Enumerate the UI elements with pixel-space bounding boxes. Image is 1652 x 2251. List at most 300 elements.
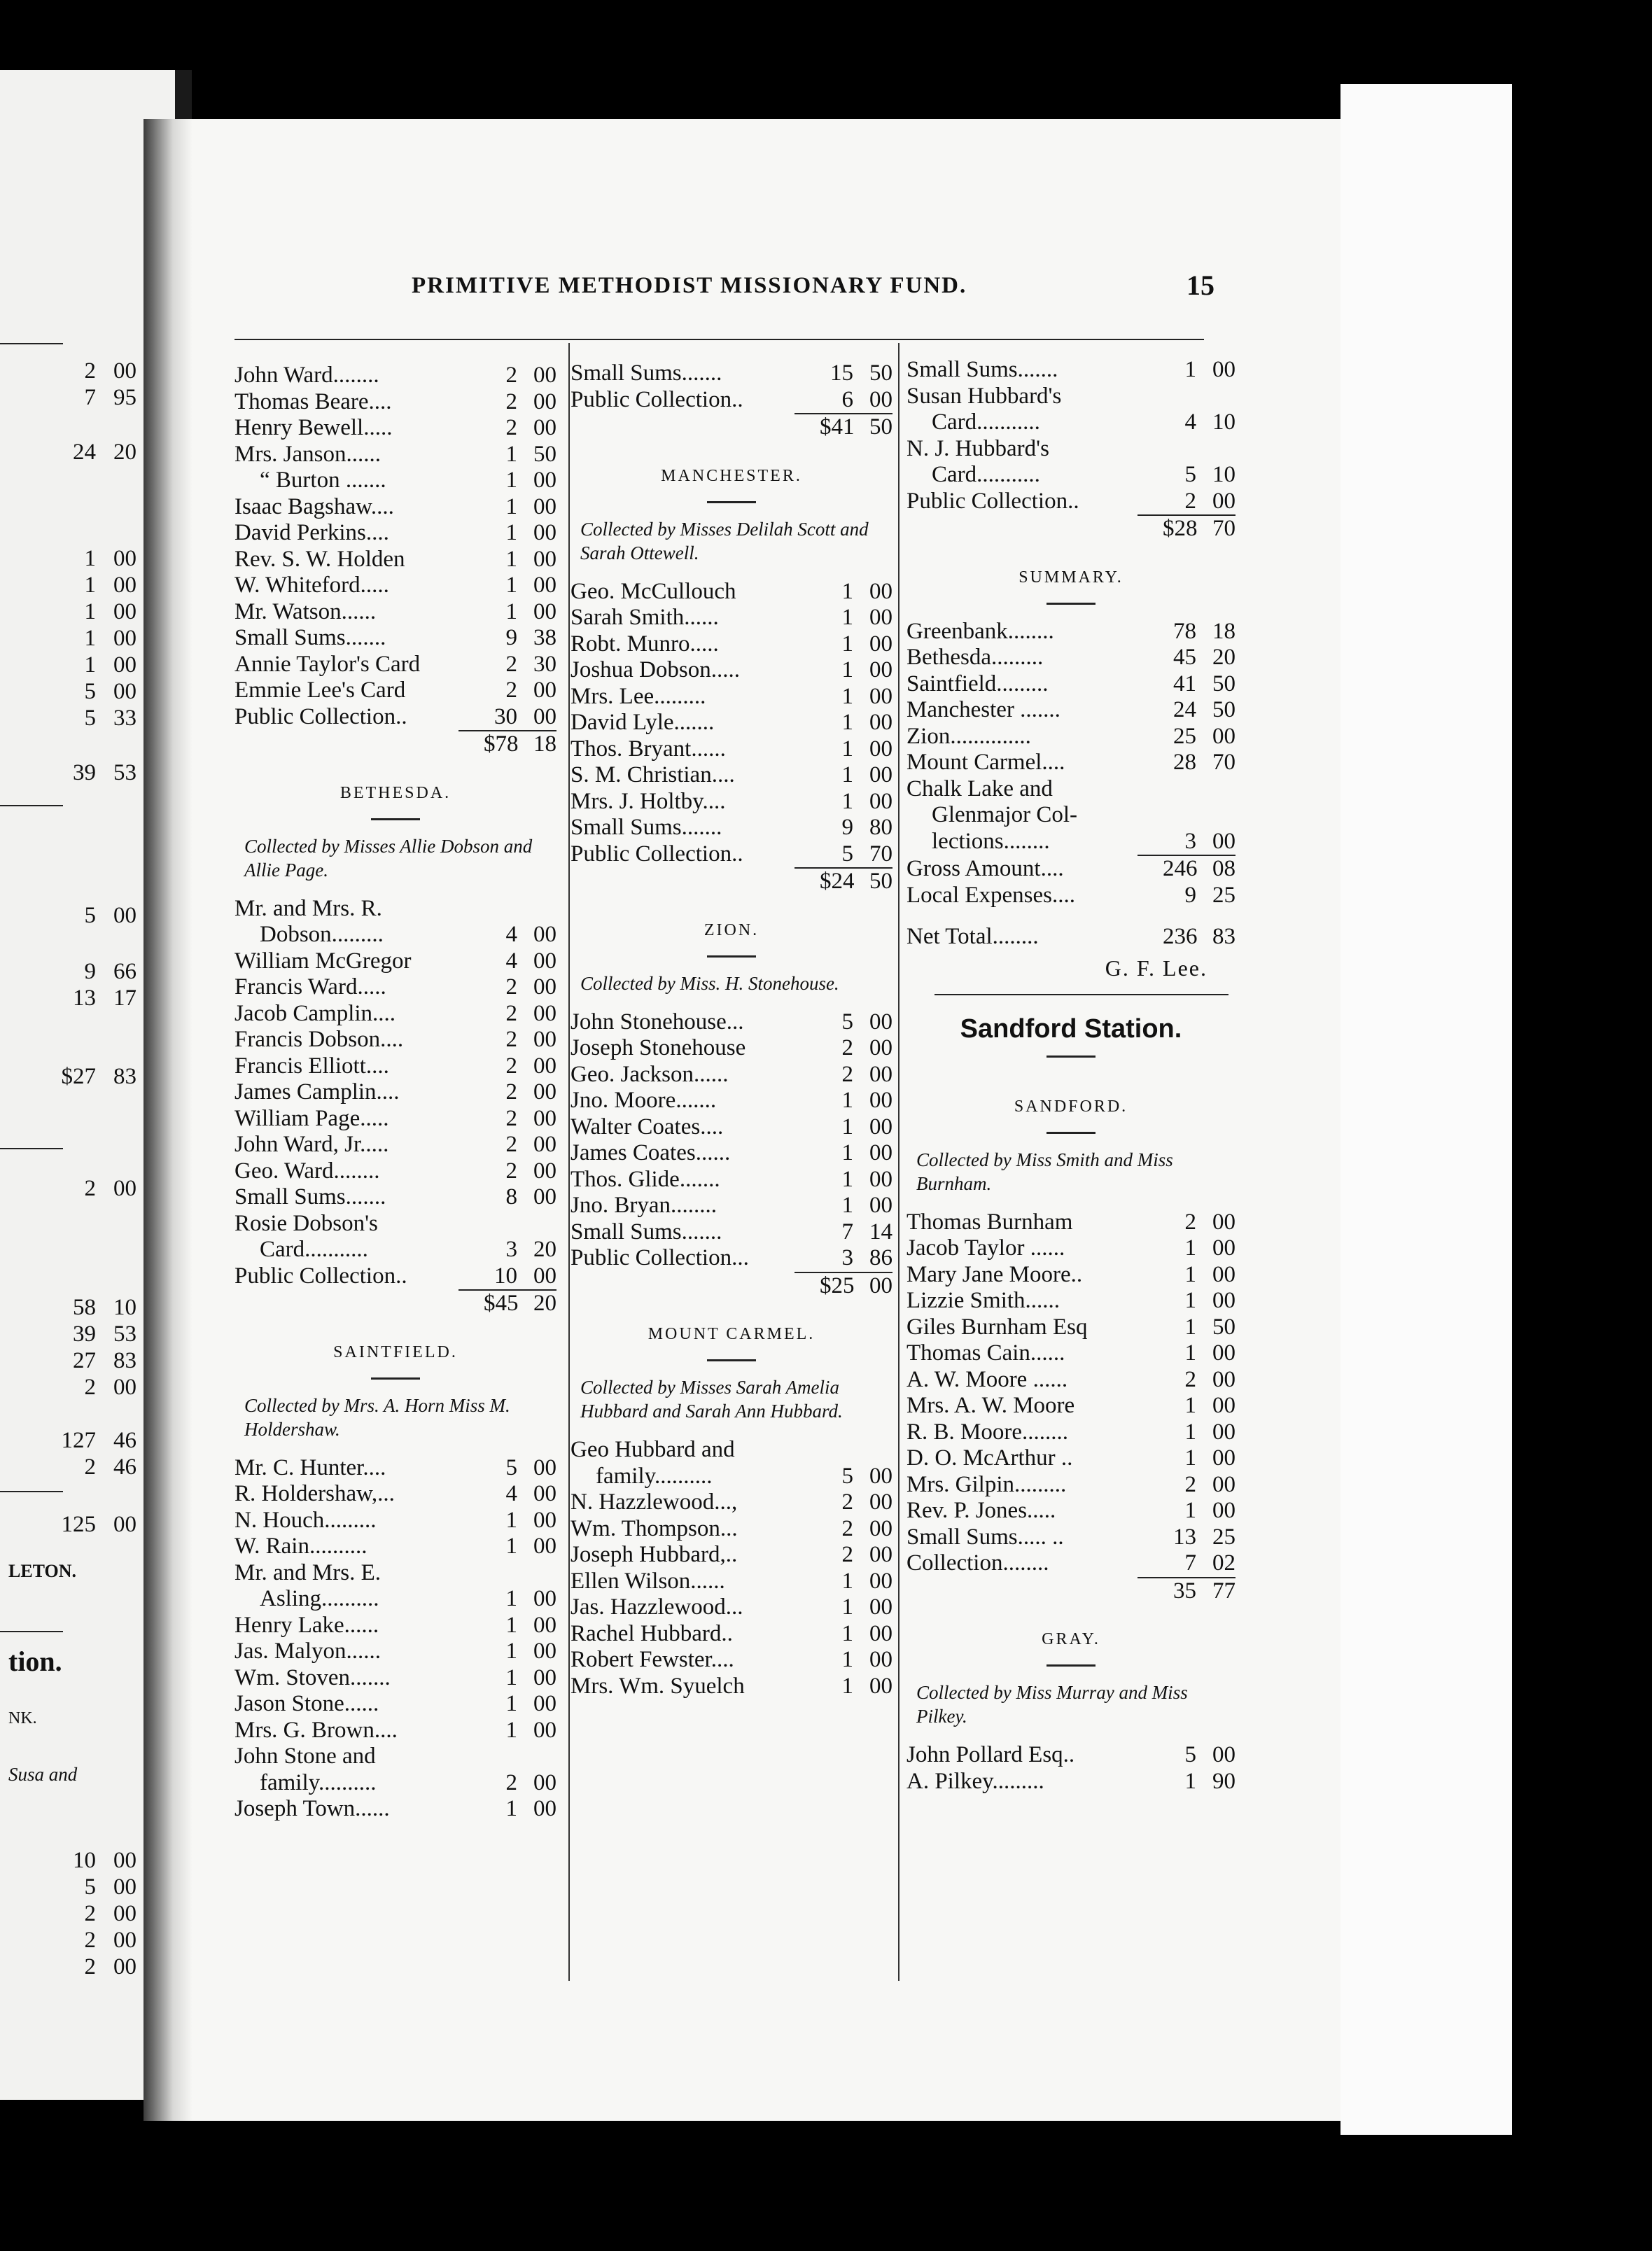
- entry-row: [570, 1647, 892, 1674]
- donor-name: John Stone and: [234, 1744, 376, 1769]
- amount-cents: 00: [1212, 357, 1236, 382]
- total-dollars: $41: [820, 414, 855, 440]
- amount-dollars: 3: [841, 1245, 853, 1270]
- spacer: [906, 1604, 1236, 1620]
- amount-dollars: 1: [841, 605, 853, 630]
- donor-name: David Perkins....: [234, 520, 389, 545]
- section-rule: [371, 1377, 420, 1380]
- donor-name: Rachel Hubbard..: [570, 1620, 733, 1646]
- entry-row: [234, 1027, 556, 1053]
- entry-row: [906, 409, 1236, 436]
- amount-cents: 95: [113, 385, 136, 410]
- left-amount-row: [0, 1348, 136, 1375]
- amount-dollars: 2: [505, 651, 517, 677]
- donor-name: Small Sums.......: [570, 815, 722, 840]
- amount-cents: 00: [869, 710, 892, 735]
- amount-dollars: 1: [1184, 1498, 1196, 1523]
- amount-cents: 20: [113, 440, 136, 465]
- amount-dollars: 2: [1184, 1209, 1196, 1235]
- amount-cents: 00: [113, 1375, 136, 1400]
- entry-row: [906, 750, 1236, 776]
- section-heading: SANDFORD.: [1014, 1097, 1128, 1116]
- left-amount-row: [0, 1512, 136, 1538]
- donor-name: John Ward........: [234, 363, 379, 388]
- amount-cents: 00: [533, 948, 556, 974]
- left-fragment-text: NK.: [8, 1709, 37, 1727]
- amount-dollars: 2: [84, 1176, 96, 1201]
- donor-name: “ Burton .......: [260, 468, 386, 493]
- entry-row: [906, 1314, 1236, 1341]
- amount-cents: 00: [113, 1176, 136, 1201]
- amount-cents: 00: [533, 1534, 556, 1559]
- entry-row: [234, 1744, 556, 1770]
- amount-dollars: 1: [505, 573, 517, 598]
- left-amount-row: [0, 573, 136, 599]
- donor-name: Sarah Smith......: [570, 605, 719, 630]
- donor-name: D. O. McArthur ..: [906, 1445, 1073, 1471]
- amount-cents: 00: [869, 1673, 892, 1699]
- entry-row: [570, 605, 892, 631]
- spacer: [234, 1317, 556, 1333]
- amount-cents: 83: [1212, 924, 1236, 949]
- amount-dollars: 1: [841, 788, 853, 814]
- donor-name: Public Collection..: [906, 488, 1079, 514]
- entry-row: [906, 924, 1236, 951]
- collectors-note: Collected by Miss Murray and Miss Pilkey.: [916, 1682, 1188, 1727]
- amount-cents: 00: [533, 1507, 556, 1533]
- amount-dollars: 2: [84, 358, 96, 384]
- entry-row: [570, 1219, 892, 1246]
- amount-cents: 00: [1212, 1419, 1236, 1445]
- amount-cents: 00: [113, 1928, 136, 1953]
- entry-row: [570, 1594, 892, 1621]
- entry-row: [234, 1665, 556, 1692]
- amount-dollars: 1: [841, 1647, 853, 1672]
- left-amount-row: [0, 440, 136, 466]
- amount-dollars: 9: [84, 959, 96, 984]
- amount-cents: 00: [869, 386, 892, 412]
- section-heading: ZION.: [704, 920, 760, 939]
- amount-cents: 00: [533, 1586, 556, 1611]
- amount-dollars: 45: [1173, 645, 1196, 670]
- amount-dollars: 39: [73, 1321, 96, 1347]
- entry-row: [570, 1245, 892, 1272]
- section-rule: [707, 1359, 756, 1361]
- amount-cents: 00: [533, 415, 556, 440]
- amount-dollars: 2: [505, 1105, 517, 1131]
- amount-cents: 00: [533, 1132, 556, 1157]
- donor-name: N. Houch.........: [234, 1507, 377, 1533]
- total-row: [570, 414, 892, 441]
- amount-dollars: 39: [73, 760, 96, 785]
- station-heading: Sandford Station.: [960, 1014, 1182, 1044]
- section-rule: [707, 501, 756, 503]
- amount-dollars: 1: [841, 683, 853, 709]
- entry-row: [906, 489, 1236, 515]
- entry-row: [570, 1193, 892, 1219]
- left-amount-row: [0, 652, 136, 679]
- amount-cents: 10: [1212, 409, 1236, 435]
- donor-name: family..........: [596, 1463, 713, 1489]
- entry-row: [234, 1079, 556, 1106]
- left-amount-row: [0, 1321, 136, 1348]
- donor-name: S. M. Christian....: [570, 762, 735, 787]
- amount-dollars: 1: [505, 468, 517, 493]
- entry-row: [906, 697, 1236, 724]
- left-amount-row: [0, 1428, 136, 1454]
- amount-dollars: 1: [1184, 1314, 1196, 1340]
- amount-dollars: 2: [841, 1061, 853, 1087]
- amount-dollars: 2: [84, 1375, 96, 1400]
- amount-dollars: 1: [505, 1664, 517, 1690]
- donor-name: Zion..............: [906, 723, 1031, 749]
- amount-cents: 00: [869, 1166, 892, 1192]
- entry-row: [234, 494, 556, 521]
- amount-cents: 00: [533, 974, 556, 1000]
- donor-name: Rev. P. Jones.....: [906, 1498, 1056, 1523]
- amount-cents: 00: [869, 788, 892, 814]
- donor-name: lections........: [932, 828, 1050, 854]
- amount-dollars: 4: [1184, 409, 1196, 435]
- amount-dollars: 5: [841, 841, 853, 867]
- total-cents: 18: [533, 731, 556, 757]
- amount-dollars: 9: [1184, 882, 1196, 908]
- donor-name: James Camplin....: [234, 1079, 400, 1105]
- left-amount-row: [0, 1928, 136, 1954]
- signature: G. F. Lee.: [1105, 955, 1208, 981]
- entry-row: [570, 579, 892, 605]
- donor-name: Small Sums.......: [570, 1219, 722, 1244]
- amount-cents: 00: [533, 1769, 556, 1795]
- entry-row: [570, 1167, 892, 1193]
- total-row: [570, 869, 892, 895]
- entry-row: [570, 387, 892, 414]
- amount-dollars: 2: [84, 1928, 96, 1953]
- amount-dollars: 5: [1184, 1742, 1196, 1767]
- amount-cents: 00: [869, 1489, 892, 1515]
- entry-row: [906, 1472, 1236, 1499]
- donor-name: Small Sums.......: [234, 1184, 386, 1209]
- amount-cents: 00: [113, 1874, 136, 1900]
- amount-cents: 00: [869, 1061, 892, 1087]
- amount-cents: 00: [533, 520, 556, 545]
- amount-cents: 00: [1212, 1209, 1236, 1235]
- donor-name: Jas. Hazzlewood...: [570, 1594, 743, 1620]
- left-fragment-rule: [0, 805, 63, 806]
- entry-row: [906, 1262, 1236, 1289]
- left-amount-row: [0, 706, 136, 732]
- entry-row: [234, 1184, 556, 1211]
- entry-row: [906, 1288, 1236, 1314]
- amount-cents: 20: [1212, 645, 1236, 670]
- amount-cents: 00: [533, 1639, 556, 1664]
- amount-dollars: 1: [841, 1140, 853, 1165]
- amount-cents: 00: [869, 1140, 892, 1165]
- amount-cents: 00: [533, 1454, 556, 1480]
- donor-name: Jacob Camplin....: [234, 1000, 396, 1026]
- donor-name: Robert Fewster....: [570, 1647, 734, 1672]
- amount-dollars: 2: [505, 1769, 517, 1795]
- amount-cents: 00: [1212, 1288, 1236, 1313]
- amount-dollars: 4: [505, 922, 517, 947]
- amount-dollars: 5: [1184, 462, 1196, 487]
- collectors-note: Collected by Misses Sarah Amelia Hubbard and Sarah Ann Hubbard.: [580, 1377, 843, 1422]
- amount-cents: 00: [869, 578, 892, 604]
- column-1: [234, 363, 556, 1823]
- amount-dollars: 25: [1173, 723, 1196, 749]
- amount-dollars: 1: [505, 1717, 517, 1743]
- amount-cents: 02: [1212, 1550, 1236, 1576]
- amount-dollars: 13: [73, 986, 96, 1011]
- entry-row: [234, 1263, 556, 1290]
- entry-row: [234, 442, 556, 468]
- left-fragment-rule: [0, 343, 63, 344]
- column-3: [906, 357, 1236, 1795]
- amount-dollars: 3: [1184, 828, 1196, 854]
- entry-row: [234, 1158, 556, 1185]
- amount-dollars: 2: [505, 1158, 517, 1184]
- entry-row: [570, 1035, 892, 1062]
- amount-cents: 00: [113, 599, 136, 624]
- spacer: [570, 1299, 892, 1314]
- left-amount-row: [0, 1454, 136, 1481]
- amount-dollars: 5: [505, 1454, 517, 1480]
- amount-dollars: 1: [84, 626, 96, 651]
- amount-dollars: 2: [505, 1027, 517, 1052]
- amount-dollars: 2: [505, 678, 517, 703]
- amount-dollars: 2: [1184, 488, 1196, 514]
- total-dollars: 35: [1173, 1578, 1196, 1604]
- amount-dollars: 2: [505, 974, 517, 1000]
- amount-dollars: 15: [830, 360, 853, 386]
- amount-cents: 00: [533, 1027, 556, 1052]
- entry-row: [906, 883, 1236, 909]
- amount-dollars: 2: [84, 1954, 96, 1979]
- donor-name: Mr. C. Hunter....: [234, 1454, 386, 1480]
- entry-row: [570, 762, 892, 789]
- amount-dollars: 1: [841, 1673, 853, 1699]
- amount-dollars: 4: [505, 948, 517, 974]
- donor-name: Mrs. Wm. Syuelch: [570, 1673, 745, 1699]
- left-amount-row: [0, 1064, 136, 1091]
- amount-cents: 00: [533, 1053, 556, 1079]
- amount-cents: 00: [113, 358, 136, 384]
- amount-cents: 00: [1212, 1340, 1236, 1366]
- book-spine: [144, 119, 192, 2121]
- entry-row: [234, 599, 556, 626]
- donor-name: Asling..........: [260, 1586, 379, 1611]
- amount-dollars: 1: [841, 1594, 853, 1620]
- amount-cents: 00: [869, 1647, 892, 1672]
- entry-row: [234, 896, 556, 923]
- amount-dollars: 1: [505, 1612, 517, 1638]
- amount-dollars: 1: [841, 578, 853, 604]
- left-amount-row: [0, 986, 136, 1012]
- amount-cents: 30: [533, 651, 556, 677]
- donor-name: Mrs. J. Holtby....: [570, 788, 726, 814]
- donor-name: Joseph Hubbard,..: [570, 1542, 738, 1567]
- entry-row: [906, 1235, 1236, 1262]
- entry-row: [234, 1508, 556, 1534]
- total-row: [234, 731, 556, 758]
- left-amount-row: [0, 1901, 136, 1928]
- entry-row: [570, 1009, 892, 1036]
- amount-cents: 00: [113, 546, 136, 571]
- amount-cents: 00: [113, 1901, 136, 1926]
- entry-row: [570, 815, 892, 841]
- amount-dollars: 2: [505, 388, 517, 414]
- amount-dollars: 1: [1184, 1419, 1196, 1445]
- amount-cents: 46: [113, 1454, 136, 1480]
- amount-cents: 00: [533, 388, 556, 414]
- page-header: PRIMITIVE METHODIST MISSIONARY FUND.: [412, 273, 967, 298]
- amount-cents: 90: [1212, 1768, 1236, 1794]
- amount-cents: 50: [1212, 697, 1236, 722]
- entry-row: [906, 1445, 1236, 1472]
- amount-cents: 46: [113, 1428, 136, 1453]
- entry-row: [906, 671, 1236, 698]
- donor-name: David Lyle.......: [570, 710, 715, 735]
- donor-name: Saintfield.........: [906, 671, 1049, 696]
- amount-dollars: 1: [505, 1691, 517, 1716]
- donor-name: Susan Hubbard's: [906, 383, 1062, 409]
- donor-name: John Ward, Jr.....: [234, 1132, 389, 1157]
- entry-row: [234, 1586, 556, 1613]
- section-heading: BETHESDA.: [340, 783, 451, 802]
- amount-dollars: 10: [494, 1263, 517, 1289]
- donor-name: Net Total........: [906, 924, 1039, 949]
- entry-row: [906, 384, 1236, 410]
- amount-cents: 00: [869, 1620, 892, 1646]
- amount-cents: 00: [533, 1158, 556, 1184]
- entry-row: [570, 710, 892, 736]
- donor-name: Henry Lake......: [234, 1612, 379, 1638]
- left-fragment-rule: [0, 1491, 63, 1492]
- donor-name: Geo. Jackson......: [570, 1061, 729, 1087]
- amount-cents: 00: [869, 657, 892, 682]
- donor-name: Public Collection..: [234, 1263, 407, 1289]
- amount-cents: 00: [869, 1009, 892, 1035]
- donor-name: R. B. Moore........: [906, 1419, 1068, 1445]
- amount-cents: 00: [869, 631, 892, 657]
- amount-dollars: 7: [1184, 1550, 1196, 1576]
- donor-name: Mount Carmel....: [906, 750, 1065, 775]
- amount-cents: 00: [113, 1954, 136, 1979]
- spacer: [906, 909, 1236, 924]
- amount-cents: 00: [113, 1512, 136, 1537]
- entry-row: [906, 1742, 1236, 1769]
- entry-row: [906, 776, 1236, 803]
- amount-dollars: 2: [1184, 1471, 1196, 1497]
- entry-row: [906, 436, 1236, 463]
- entry-row: [906, 724, 1236, 750]
- left-amount-row: [0, 1295, 136, 1321]
- left-amount-row: [0, 1375, 136, 1401]
- entry-row: [234, 922, 556, 948]
- amount-dollars: 1: [505, 1507, 517, 1533]
- donor-name: family..........: [260, 1769, 377, 1795]
- amount-dollars: 5: [84, 679, 96, 704]
- entry-row: [234, 1211, 556, 1237]
- amount-dollars: 1: [1184, 1235, 1196, 1261]
- donor-name: Jason Stone......: [234, 1691, 379, 1716]
- left-amount-row: [0, 385, 136, 412]
- amount-cents: 00: [869, 605, 892, 630]
- section-heading: GRAY.: [1042, 1630, 1100, 1648]
- left-fragment-rule: [0, 1631, 63, 1632]
- amount-dollars: 1: [84, 573, 96, 598]
- amount-cents: 00: [113, 573, 136, 598]
- donor-name: Francis Elliott....: [234, 1053, 389, 1079]
- donor-name: John Pollard Esq..: [906, 1742, 1075, 1767]
- amount-cents: 38: [533, 625, 556, 650]
- total-cents: 00: [869, 1272, 892, 1298]
- total-cents: 20: [533, 1291, 556, 1316]
- left-fragment-text: Susa and: [8, 1764, 78, 1785]
- entry-row: [234, 1691, 556, 1718]
- left-amount-row: [0, 760, 136, 787]
- total-cents: 77: [1212, 1578, 1236, 1604]
- entry-row: [234, 1770, 556, 1797]
- donor-name: Emmie Lee's Card: [234, 678, 406, 703]
- entry-row: [906, 1419, 1236, 1446]
- amount-cents: 20: [533, 1237, 556, 1262]
- donor-name: Greenbank........: [906, 618, 1054, 644]
- entry-row: [570, 736, 892, 763]
- section-heading: MOUNT CARMEL.: [648, 1325, 816, 1343]
- amount-dollars: 1: [505, 546, 517, 572]
- amount-cents: 00: [869, 762, 892, 787]
- amount-cents: 50: [869, 360, 892, 386]
- donor-name: Jno. Moore.......: [570, 1088, 717, 1113]
- column-divider-1: [568, 343, 570, 1981]
- total-cents: 50: [869, 869, 892, 894]
- amount-cents: 10: [113, 1295, 136, 1320]
- amount-dollars: 1: [505, 1534, 517, 1559]
- entry-row: [234, 652, 556, 678]
- donor-name: Card...........: [932, 462, 1040, 487]
- entry-row: [234, 573, 556, 599]
- donor-name: William Page.....: [234, 1105, 389, 1131]
- donor-name: Joshua Dobson.....: [570, 657, 741, 682]
- entry-row: [234, 1132, 556, 1158]
- amount-cents: 00: [1212, 1471, 1236, 1497]
- amount-cents: 00: [533, 1105, 556, 1131]
- amount-cents: 00: [869, 1515, 892, 1541]
- amount-dollars: 1: [841, 1088, 853, 1113]
- donor-name: Bethesda.........: [906, 645, 1044, 670]
- amount-dollars: 13: [1173, 1524, 1196, 1550]
- donor-name: Annie Taylor's Card: [234, 651, 421, 677]
- amount-cents: 00: [869, 1463, 892, 1489]
- donor-name: Geo Hubbard and: [570, 1437, 735, 1462]
- amount-dollars: 1: [1184, 1340, 1196, 1366]
- entry-row: [906, 1393, 1236, 1419]
- donor-name: Small Sums..... ..: [906, 1524, 1064, 1550]
- amount-cents: 66: [113, 959, 136, 984]
- left-amount-row: [0, 1874, 136, 1901]
- donor-name: W. Whiteford.....: [234, 573, 389, 598]
- entry-row: [906, 1769, 1236, 1795]
- amount-cents: 08: [1212, 856, 1236, 881]
- entry-row: [906, 645, 1236, 671]
- entry-row: [906, 462, 1236, 489]
- donor-name: A. Pilkey.........: [906, 1768, 1044, 1794]
- amount-cents: 00: [113, 1848, 136, 1873]
- collectors-note: Collected by Miss Smith and Miss Burnham.: [916, 1149, 1173, 1194]
- entry-row: [570, 841, 892, 868]
- donor-name: Wm. Stoven.......: [234, 1664, 391, 1690]
